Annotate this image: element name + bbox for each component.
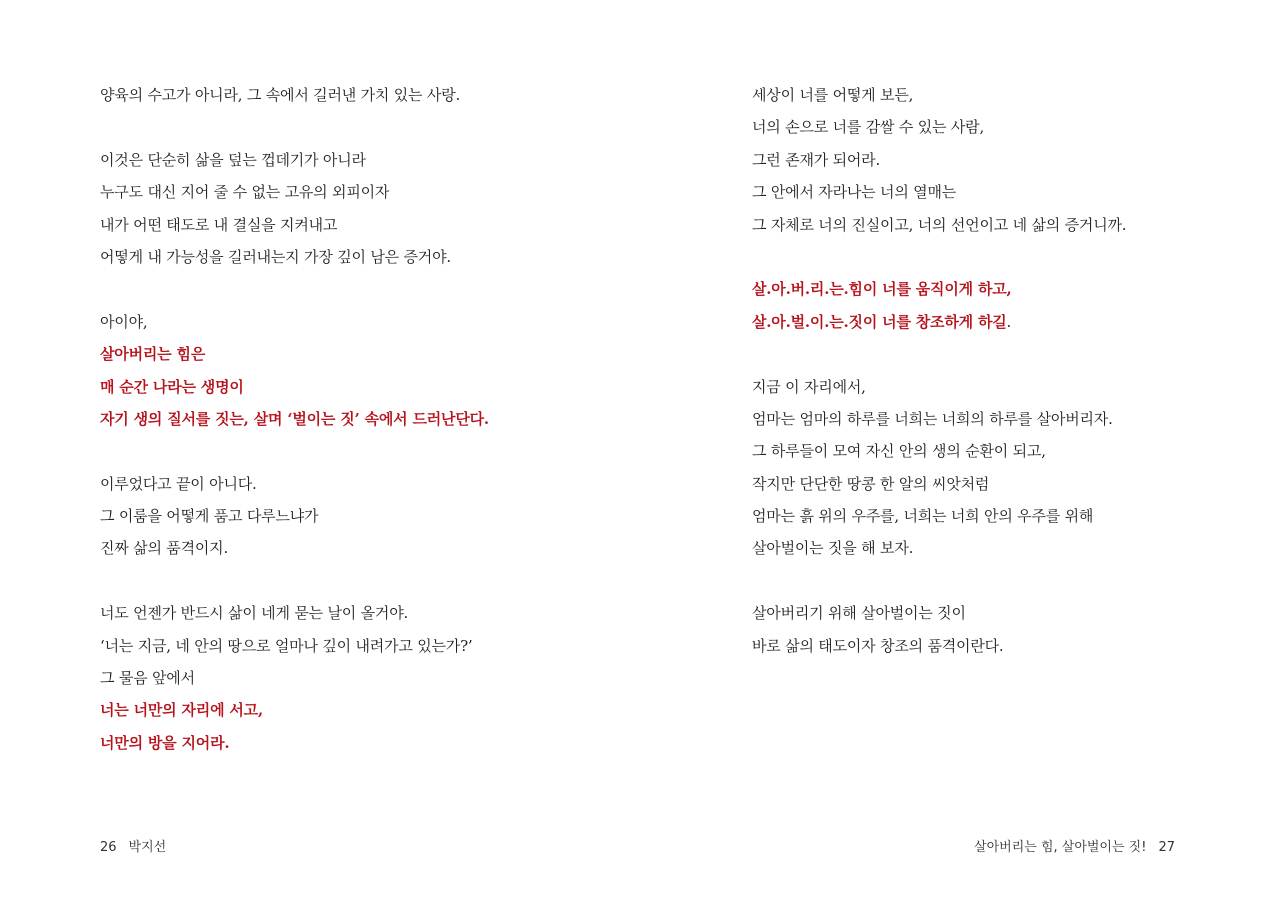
left-footer-author: 박지선 [128, 840, 167, 855]
paragraph-break [752, 338, 1272, 370]
paragraph-break [100, 111, 620, 143]
right-page [640, 0, 1280, 916]
paragraph-break [100, 565, 620, 597]
emphasis-line: 살아버리는 힘은 [100, 345, 206, 364]
text-line: 지금 이 자리에서, [752, 377, 866, 396]
text-line: 작지만 단단한 땅콩 한 알의 씨앗처럼 [752, 474, 990, 493]
text-line: 그 자체로 너의 진실이고, 너의 선언이고 네 삶의 증거니까. [752, 215, 1127, 234]
emphasis-line: 자기 생의 질서를 짓는, 살며 ‘벌이는 짓’ 속에서 드러난단다. [100, 409, 489, 428]
paragraph-break [100, 435, 620, 467]
text-line: 양육의 수고가 아니라, 그 속에서 길러낸 가치 있는 사랑. [100, 86, 461, 104]
text-line: 그 하루들이 모여 자신 안의 생의 순환이 되고, [752, 442, 1046, 461]
text-tail: . [1006, 312, 1012, 331]
text-line: 아이야, [100, 312, 148, 331]
text-line: 살아벌이는 짓을 해 보자. [752, 539, 914, 558]
text-line: 이것은 단순히 삶을 덮는 껍데기가 아니라 [100, 150, 366, 169]
text-line: 그 물음 앞에서 [100, 669, 195, 688]
text-line: 그런 존재가 되어라. [752, 150, 881, 169]
emphasis-line: 너는 너만의 자리에 서고, [100, 701, 263, 720]
text-line: 누구도 대신 지어 줄 수 없는 고유의 외피이자 [100, 183, 390, 202]
text-line: 세상이 너를 어떻게 보든, [752, 86, 914, 104]
emphasis-text: 살.아.벌.이.는.짓이 너를 창조하게 하길 [752, 312, 1007, 331]
emphasis-line: 살.아.버.리.는.힘이 너를 움직이게 하고, [752, 280, 1012, 299]
text-line: 엄마는 흙 위의 우주를, 너희는 너희 안의 우주를 위해 [752, 507, 1094, 526]
text-line: 엄마는 엄마의 하루를 너희는 너희의 하루를 살아버리자. [752, 409, 1113, 428]
text-line: ‘너는 지금, 네 안의 땅으로 얼마나 깊이 내려가고 있는가?’ [100, 636, 473, 655]
text-line: 바로 삶의 태도이자 창조의 품격이란다. [752, 636, 1004, 655]
paragraph-break [752, 565, 1272, 597]
text-line: 내가 어떤 태도로 내 결실을 지켜내고 [100, 215, 338, 234]
right-footer [974, 838, 1175, 858]
right-page-number: 27 [1158, 840, 1175, 855]
text-line: 진짜 삶의 품격이지. [100, 539, 229, 558]
text-line: 어떻게 내 가능성을 길러내는지 가장 깊이 남은 증거야. [100, 247, 451, 266]
text-line: 너의 손으로 너를 감쌀 수 있는 사람, [752, 118, 985, 137]
left-footer [100, 838, 166, 858]
left-page-text [100, 79, 620, 759]
text-line: 그 안에서 자라나는 너의 열매는 [752, 183, 957, 202]
left-page-number: 26 [100, 840, 117, 855]
text-line: 살아버리기 위해 살아벌이는 짓이 [752, 604, 966, 623]
text-line: 그 이룸을 어떻게 품고 다루느냐가 [100, 507, 319, 526]
paragraph-break [752, 241, 1272, 273]
paragraph-break [100, 273, 620, 305]
right-footer-title: 살아버리는 힘, 살아벌이는 짓! [974, 840, 1147, 855]
text-line [752, 306, 1272, 338]
right-page-text [752, 79, 1272, 662]
text-line: 이루었다고 끝이 아니다. [100, 474, 257, 493]
text-line: 너도 언젠가 반드시 삶이 네게 묻는 날이 올거야. [100, 604, 409, 623]
emphasis-line: 매 순간 나라는 생명이 [100, 377, 244, 396]
emphasis-line: 너만의 방을 지어라. [100, 733, 230, 752]
